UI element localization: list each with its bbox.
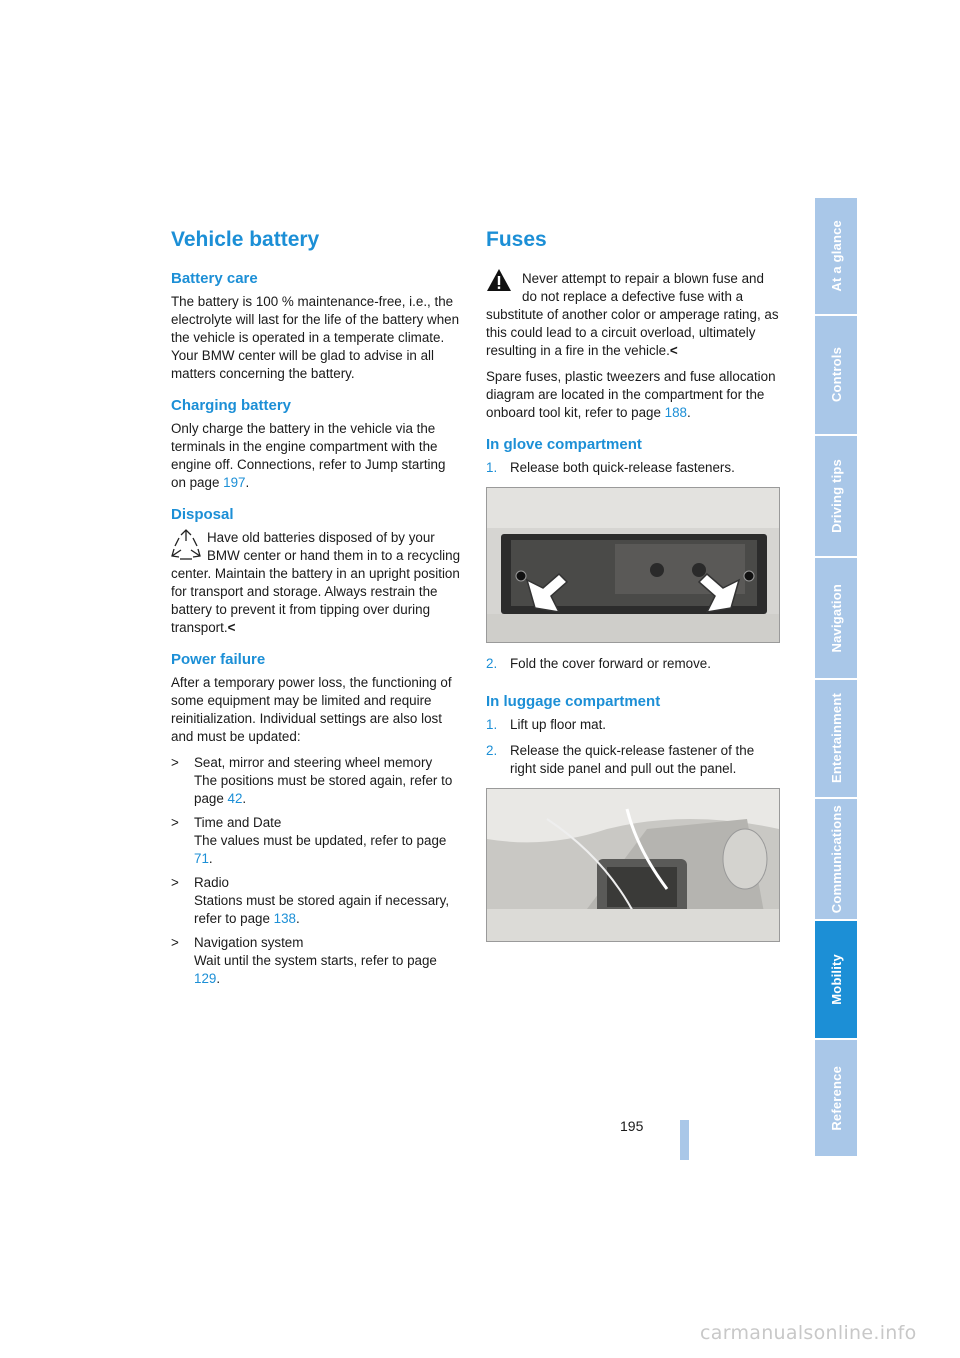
- charging-heading: Charging battery: [171, 397, 292, 414]
- list-item: 1. Lift up floor mat.: [486, 717, 607, 732]
- section-title-vehicle-battery: Vehicle battery: [171, 228, 320, 251]
- tab-communications[interactable]: Communications: [815, 799, 857, 919]
- tab-at-a-glance[interactable]: At a glance: [815, 198, 857, 314]
- power-failure-section: [171, 651, 463, 988]
- list-item: > Navigation system Wait until the system starts, refer to page 129.: [171, 935, 437, 986]
- tab-reference[interactable]: Reference: [815, 1040, 857, 1156]
- left-column: [171, 228, 463, 1002]
- list-item: > Time and Date The values must be updated, refer to page 71.: [171, 815, 447, 866]
- tab-controls[interactable]: Controls: [815, 316, 857, 434]
- disposal-heading: Disposal: [171, 506, 234, 523]
- right-column: [486, 228, 782, 954]
- luggage-compartment-illustration: [487, 789, 779, 941]
- luggage-compartment-photo: [486, 788, 780, 942]
- list-item: 2. Fold the cover forward or remove.: [486, 656, 711, 671]
- luggage-compartment-heading: In luggage compartment: [486, 693, 661, 710]
- list-item: 1. Release both quick-release fasteners.: [486, 460, 735, 475]
- page-number-bar: [680, 1120, 689, 1160]
- page-number: 195: [620, 1118, 644, 1134]
- list-item: 2. Release the quick-release fastener of the right side panel and pull out the panel.: [486, 743, 755, 776]
- page-link-138[interactable]: 138: [273, 911, 296, 926]
- end-mark: <: [669, 343, 678, 358]
- luggage-compartment-section: [486, 693, 782, 942]
- power-failure-text: After a temporary power loss, the functioning of some equipment may be limited and require reinitialization. Individual settings are also lost and must be updated:: [171, 675, 452, 744]
- disposal-section: [171, 506, 463, 637]
- page-link-188[interactable]: 188: [664, 405, 687, 420]
- fuse-warning-text: Never attempt to repair a blown fuse and do not replace a defective fuse with a substitute of another color or amperage rating, as this could lead to a circuit overload, ultimately resulting in a fire in the vehicle.<: [486, 270, 782, 360]
- tab-driving-tips[interactable]: Driving tips: [815, 436, 857, 556]
- glove-compartment-illustration: [487, 488, 779, 642]
- disposal-text: Have old batteries disposed of by your BMW center or hand them in to a recycling center. Maintain the battery in an upright position for transport and storage. Always restrain the battery to prevent it from tipping over during transport.<: [171, 530, 461, 635]
- charging-text: Only charge the battery in the vehicle via the terminals in the engine compartment with the engine off. Connections, refer to Jump starting on page 197.: [171, 421, 446, 490]
- recycle-icon: [171, 529, 201, 563]
- section-title-fuses: Fuses: [486, 228, 547, 251]
- tab-mobility[interactable]: Mobility: [815, 921, 857, 1038]
- page-link-129[interactable]: 129: [194, 971, 217, 986]
- glove-compartment-section: [486, 436, 782, 673]
- battery-care-heading: Battery care: [171, 270, 258, 287]
- battery-care-text: The battery is 100 % maintenance-free, i.e., the electrolyte will last for the life of the battery when the vehicle is operated in a temperate climate. Your BMW center will be glad to advise in all matters concerning the battery.: [171, 294, 460, 381]
- glove-compartment-photo: [486, 487, 780, 643]
- power-failure-heading: Power failure: [171, 651, 266, 668]
- tab-entertainment[interactable]: Entertainment: [815, 680, 857, 797]
- list-item: > Radio Stations must be stored again if necessary, refer to page 138.: [171, 875, 450, 926]
- page-link-42[interactable]: 42: [227, 791, 243, 806]
- warning-triangle-icon: [486, 268, 512, 296]
- end-mark: <: [227, 620, 236, 635]
- battery-care-section: [171, 270, 463, 383]
- tab-navigation[interactable]: Navigation: [815, 558, 857, 678]
- charging-section: [171, 397, 463, 492]
- spare-fuses-text: Spare fuses, plastic tweezers and fuse allocation diagram are located in the compartment for the onboard tool kit, refer to page 188.: [486, 369, 776, 420]
- list-item: > Seat, mirror and steering wheel memory The positions must be stored again, refer to page 42.: [171, 755, 453, 806]
- page-link-71[interactable]: 71: [194, 851, 209, 866]
- glove-compartment-heading: In glove compartment: [486, 436, 642, 453]
- watermark: carmanualsonline.info: [700, 1322, 917, 1344]
- page-link-197[interactable]: 197: [223, 475, 246, 490]
- chapter-sidebar: [815, 198, 857, 1158]
